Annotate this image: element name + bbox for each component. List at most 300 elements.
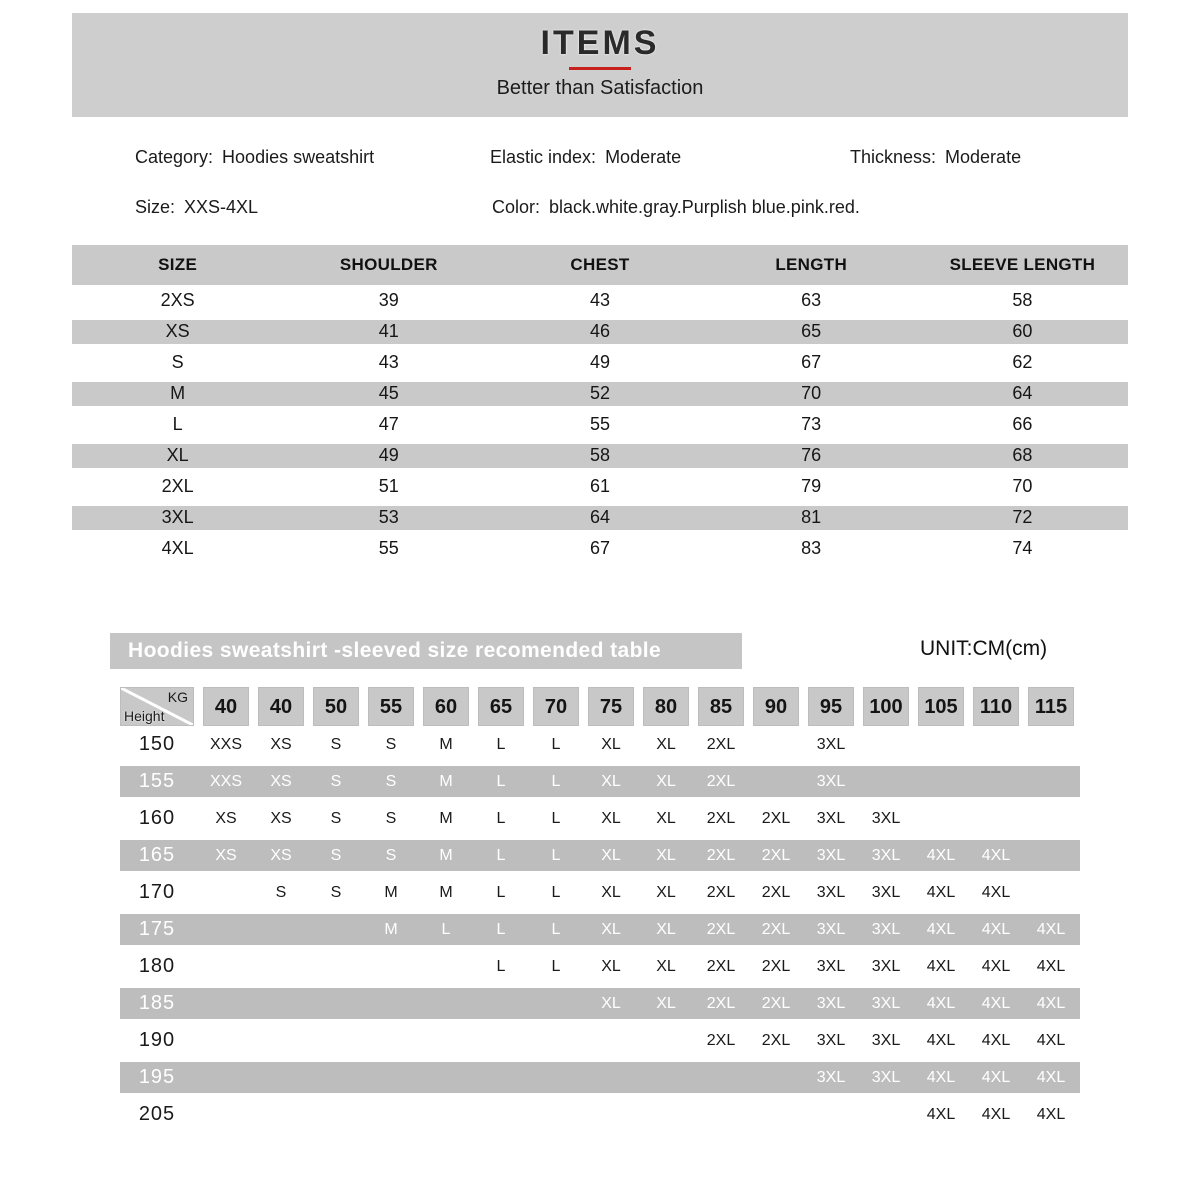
recommended-size-cell: 3XL — [871, 958, 901, 975]
reco-table-row — [120, 1096, 1080, 1133]
recommended-size-cell — [643, 1096, 689, 1133]
weight-column-header: 110 — [973, 687, 1019, 726]
recommended-size-cell: 4XL — [926, 921, 956, 938]
recommended-size-cell: XS — [270, 736, 292, 753]
recommended-size-cell: 4XL — [1036, 1069, 1066, 1086]
recommended-size-cell — [1028, 726, 1074, 763]
recommended-size-cell: XL — [601, 736, 621, 753]
reco-table-row — [120, 985, 1080, 1022]
size-range-info — [135, 197, 258, 218]
recommended-size-cell: 4XL — [926, 1032, 956, 1049]
size-table-body — [72, 285, 1128, 564]
height-label-cell: 165 — [138, 844, 176, 866]
unit-label: UNIT:CM(cm) — [920, 637, 1048, 660]
recommended-size-cell: 4XL — [926, 884, 956, 901]
recommended-size-cell: 2XL — [761, 921, 791, 938]
recommended-size-cell: 3XL — [816, 1069, 846, 1086]
measurement-cell: 62 — [1012, 352, 1033, 372]
recommended-size-cell: 4XL — [981, 847, 1011, 864]
measurement-cell: 46 — [589, 321, 610, 341]
height-label-cell: 205 — [138, 1103, 176, 1125]
recommended-size-cell: 3XL — [871, 884, 901, 901]
recommended-size-cell — [203, 985, 249, 1022]
thickness-info — [850, 147, 1021, 168]
size-measurement-table — [72, 245, 1128, 564]
measurement-cell: 64 — [1012, 383, 1033, 403]
recommended-size-cell: 4XL — [981, 921, 1011, 938]
recommended-size-cell: L — [551, 884, 561, 901]
weight-column-header: 50 — [313, 687, 359, 726]
recommended-size-cell — [863, 726, 909, 763]
recommended-size-cell — [258, 1022, 304, 1059]
elastic-index-label: Elastic index: — [490, 147, 597, 167]
size-table-row — [72, 285, 1128, 316]
recommended-size-cell: 2XL — [706, 736, 736, 753]
recommended-size-cell — [588, 1059, 634, 1096]
brand-slogan: Better than Satisfaction — [496, 77, 704, 99]
recommended-size-cell: M — [439, 773, 453, 790]
size-label-cell: XS — [165, 321, 190, 341]
weight-column-header: 100 — [863, 687, 909, 726]
elastic-index-info — [490, 147, 681, 168]
title-underline — [569, 67, 631, 70]
reco-table-body — [120, 726, 1080, 1133]
recommended-size-cell: S — [330, 736, 342, 753]
measurement-cell: 49 — [589, 352, 610, 372]
recommended-size-cell — [588, 1022, 634, 1059]
category-info — [135, 147, 374, 168]
measurement-cell: 58 — [1012, 290, 1033, 310]
size-column-header: SHOULDER — [339, 255, 438, 274]
category-value: Hoodies sweatshirt — [222, 147, 375, 167]
recommended-size-cell: 4XL — [926, 958, 956, 975]
measurement-cell: 64 — [589, 507, 610, 527]
recommended-size-cell: S — [385, 847, 397, 864]
recommended-size-cell: L — [496, 847, 506, 864]
recommended-size-cell — [698, 1096, 744, 1133]
recommended-size-cell: 3XL — [816, 884, 846, 901]
recommended-size-cell: 2XL — [706, 847, 736, 864]
recommended-size-cell: XS — [270, 847, 292, 864]
recommended-size-cell: XL — [656, 921, 676, 938]
recommended-size-cell — [368, 1096, 414, 1133]
size-label-cell: S — [171, 352, 184, 372]
weight-column-header: 115 — [1028, 687, 1074, 726]
height-label-cell: 185 — [138, 992, 176, 1014]
kg-height-corner-cell — [120, 687, 194, 726]
recommended-size-cell — [863, 763, 909, 800]
recommended-size-cell: 3XL — [816, 847, 846, 864]
recommended-size-cell: 3XL — [816, 1032, 846, 1049]
recommended-size-cell: XL — [601, 884, 621, 901]
height-label-cell: 180 — [138, 955, 176, 977]
size-table-row — [72, 347, 1128, 378]
weight-column-header: 55 — [368, 687, 414, 726]
recommended-size-cell: M — [439, 810, 453, 827]
recommended-size-cell: S — [385, 736, 397, 753]
recommended-size-cell: 3XL — [816, 921, 846, 938]
brand-title: ITEMS — [540, 24, 660, 62]
recommended-size-cell — [1028, 874, 1074, 911]
recommended-size-cell: 4XL — [1036, 958, 1066, 975]
reco-table-row — [120, 874, 1080, 911]
measurement-cell: 55 — [589, 414, 610, 434]
elastic-index-value: Moderate — [605, 147, 682, 167]
size-recommendation-table — [120, 687, 1080, 1133]
recommended-size-cell: L — [496, 884, 506, 901]
recommended-size-cell — [643, 1059, 689, 1096]
recommended-size-cell: 4XL — [981, 958, 1011, 975]
recommended-size-cell: 4XL — [981, 1106, 1011, 1123]
recommended-size-cell — [698, 1059, 744, 1096]
recommended-size-cell — [918, 763, 964, 800]
size-label-cell: L — [172, 414, 183, 434]
recommended-size-cell: 4XL — [981, 884, 1011, 901]
recommended-size-cell: 2XL — [761, 884, 791, 901]
recommended-size-cell — [1028, 837, 1074, 874]
recommended-size-cell: L — [496, 773, 506, 790]
recommended-size-cell — [368, 1022, 414, 1059]
recommended-size-cell: XS — [270, 773, 292, 790]
recommended-size-cell: 2XL — [706, 995, 736, 1012]
height-label-cell: 160 — [138, 807, 176, 829]
recommended-size-cell: XL — [601, 810, 621, 827]
measurement-cell: 66 — [1012, 414, 1033, 434]
size-table-row — [72, 440, 1128, 471]
weight-column-header: 75 — [588, 687, 634, 726]
height-label-cell: 155 — [138, 770, 176, 792]
recommended-size-cell: XL — [656, 736, 676, 753]
recommended-size-cell — [258, 1096, 304, 1133]
recommended-size-cell: 3XL — [871, 847, 901, 864]
thickness-value: Moderate — [945, 147, 1022, 167]
recommended-size-cell — [588, 1096, 634, 1133]
recommended-size-cell: 4XL — [981, 995, 1011, 1012]
size-table-row — [72, 378, 1128, 409]
measurement-cell: 81 — [801, 507, 822, 527]
recommended-size-cell: S — [385, 773, 397, 790]
weight-column-header: 65 — [478, 687, 524, 726]
recommended-size-cell: 3XL — [816, 810, 846, 827]
recommended-size-cell: 3XL — [871, 995, 901, 1012]
recommended-size-cell: S — [385, 810, 397, 827]
recommended-size-cell: L — [551, 736, 561, 753]
size-table-row — [72, 316, 1128, 347]
recommended-size-cell: L — [496, 958, 506, 975]
recommended-size-cell: XL — [601, 921, 621, 938]
size-label-cell: M — [170, 383, 186, 403]
recommended-size-cell — [1028, 763, 1074, 800]
measurement-cell: 53 — [378, 507, 399, 527]
recommended-size-cell — [203, 1022, 249, 1059]
recommended-size-cell: 4XL — [1036, 921, 1066, 938]
recommended-size-cell: L — [551, 921, 561, 938]
recommended-size-cell — [313, 911, 359, 948]
recommended-size-cell: 2XL — [706, 958, 736, 975]
recommended-size-cell — [478, 1022, 524, 1059]
recommended-size-cell: L — [551, 810, 561, 827]
recommended-size-cell — [753, 1096, 799, 1133]
recommended-size-cell — [203, 874, 249, 911]
recommended-size-cell: 3XL — [871, 1069, 901, 1086]
measurement-cell: 47 — [378, 414, 399, 434]
recommended-size-cell: L — [496, 736, 506, 753]
size-table-header-row — [72, 245, 1128, 285]
weight-column-header: 95 — [808, 687, 854, 726]
recommended-size-cell: 4XL — [1036, 1106, 1066, 1123]
recommended-size-cell: 3XL — [816, 736, 846, 753]
measurement-cell: 52 — [589, 383, 610, 403]
recommended-size-cell: 2XL — [761, 847, 791, 864]
reco-header-row — [120, 687, 1080, 726]
recommended-size-cell: S — [275, 884, 287, 901]
recommended-size-cell: L — [496, 810, 506, 827]
size-table-row — [72, 533, 1128, 564]
measurement-cell: 58 — [589, 445, 610, 465]
size-label-cell: 2XL — [161, 476, 194, 496]
recommended-size-cell: L — [551, 773, 561, 790]
recommended-size-cell — [203, 911, 249, 948]
height-label-cell: 175 — [138, 918, 176, 940]
recommended-size-cell: XL — [656, 884, 676, 901]
color-options-value: black.white.gray.Purplish blue.pink.red. — [549, 197, 860, 217]
corner-height-label: Height — [124, 708, 165, 724]
reco-table-row — [120, 911, 1080, 948]
recommended-size-cell — [423, 985, 469, 1022]
recommended-size-cell: L — [496, 921, 506, 938]
measurement-cell: 67 — [589, 538, 610, 558]
recommended-size-cell: L — [551, 847, 561, 864]
recommended-size-cell: XS — [215, 810, 237, 827]
measurement-cell: 70 — [801, 383, 822, 403]
color-options-label: Color: — [492, 197, 541, 217]
size-label-cell: 3XL — [161, 507, 194, 527]
recommended-size-cell — [368, 1059, 414, 1096]
recommended-size-cell — [423, 948, 469, 985]
recommended-size-cell: 4XL — [1036, 1032, 1066, 1049]
measurement-cell: 74 — [1012, 538, 1033, 558]
recommended-size-cell — [753, 1059, 799, 1096]
measurement-cell: 63 — [801, 290, 822, 310]
measurement-cell: 76 — [801, 445, 822, 465]
reco-table-row — [120, 837, 1080, 874]
size-table-row — [72, 409, 1128, 440]
recommended-size-cell: S — [330, 810, 342, 827]
measurement-cell: 61 — [589, 476, 610, 496]
size-label-cell: 4XL — [161, 538, 194, 558]
recommended-size-cell: 3XL — [816, 958, 846, 975]
measurement-cell: 79 — [801, 476, 822, 496]
recommended-size-cell — [313, 1096, 359, 1133]
size-column-header: SLEEVE LENGTH — [949, 255, 1096, 274]
recommended-size-cell: S — [330, 773, 342, 790]
recommended-size-cell: M — [439, 847, 453, 864]
recommended-size-cell — [258, 948, 304, 985]
recommended-size-cell: 2XL — [761, 1032, 791, 1049]
recommended-size-cell: XL — [601, 958, 621, 975]
recommended-size-cell — [258, 985, 304, 1022]
weight-column-header: 80 — [643, 687, 689, 726]
recommended-size-cell — [753, 763, 799, 800]
recommended-size-cell — [423, 1022, 469, 1059]
measurement-cell: 83 — [801, 538, 822, 558]
recommended-size-cell — [478, 1059, 524, 1096]
recommended-size-cell — [973, 800, 1019, 837]
weight-column-header: 40 — [258, 687, 304, 726]
recommended-size-cell: XXS — [209, 773, 242, 790]
measurement-cell: 41 — [378, 321, 399, 341]
recommended-size-cell: 3XL — [871, 1032, 901, 1049]
recommended-size-cell — [533, 1022, 579, 1059]
weight-column-header: 40 — [203, 687, 249, 726]
measurement-cell: 45 — [378, 383, 399, 403]
recommended-size-cell: 3XL — [816, 773, 846, 790]
recommended-size-cell: 4XL — [926, 1106, 956, 1123]
measurement-cell: 72 — [1012, 507, 1033, 527]
size-column-header: CHEST — [570, 255, 630, 274]
recommended-size-cell — [973, 726, 1019, 763]
size-range-value: XXS-4XL — [184, 197, 259, 217]
recommended-size-cell: 4XL — [1036, 995, 1066, 1012]
category-label: Category: — [135, 147, 214, 167]
recommended-size-cell: 2XL — [761, 958, 791, 975]
measurement-cell: 70 — [1012, 476, 1033, 496]
recommended-size-cell: M — [439, 884, 453, 901]
recommended-size-cell — [258, 1059, 304, 1096]
recommended-size-cell — [368, 985, 414, 1022]
recommended-size-cell: 4XL — [926, 847, 956, 864]
size-label-cell: 2XS — [160, 290, 195, 310]
recommended-size-cell: 3XL — [871, 810, 901, 827]
reco-table-row — [120, 763, 1080, 800]
measurement-cell: 60 — [1012, 321, 1033, 341]
recommended-size-cell — [203, 1059, 249, 1096]
recommended-size-cell: 2XL — [706, 1032, 736, 1049]
recommended-size-cell — [313, 985, 359, 1022]
measurement-cell: 65 — [801, 321, 822, 341]
corner-kg-label: KG — [167, 689, 188, 705]
recommended-size-cell: S — [330, 884, 342, 901]
reco-table-title: Hoodies sweatshirt -sleeved size recomended table — [110, 633, 742, 669]
color-options-info — [492, 197, 860, 218]
reco-table-row — [120, 1059, 1080, 1096]
weight-column-header: 90 — [753, 687, 799, 726]
recommended-size-cell — [313, 1059, 359, 1096]
measurement-cell: 39 — [378, 290, 399, 310]
recommended-size-cell: 2XL — [761, 995, 791, 1012]
recommended-size-cell — [203, 1096, 249, 1133]
height-label-cell: 170 — [138, 881, 176, 903]
recommended-size-cell: 2XL — [706, 921, 736, 938]
recommended-size-cell — [533, 1096, 579, 1133]
recommended-size-cell: XL — [656, 847, 676, 864]
reco-table-row — [120, 726, 1080, 763]
recommended-size-cell — [423, 1096, 469, 1133]
weight-column-header: 60 — [423, 687, 469, 726]
recommended-size-cell — [1028, 800, 1074, 837]
recommended-size-cell: L — [441, 921, 451, 938]
reco-table-row — [120, 1022, 1080, 1059]
brand-banner — [72, 13, 1128, 117]
recommended-size-cell — [533, 1059, 579, 1096]
size-table-row — [72, 471, 1128, 502]
measurement-cell: 51 — [378, 476, 399, 496]
recommended-size-cell: XL — [656, 810, 676, 827]
recommended-size-cell — [203, 948, 249, 985]
recommended-size-cell: 2XL — [761, 810, 791, 827]
measurement-cell: 43 — [589, 290, 610, 310]
recommended-size-cell — [918, 800, 964, 837]
size-column-header: SIZE — [158, 255, 198, 274]
size-label-cell: XL — [166, 445, 189, 465]
reco-table-row — [120, 800, 1080, 837]
recommended-size-cell — [808, 1096, 854, 1133]
measurement-cell: 73 — [801, 414, 822, 434]
height-label-cell: 150 — [138, 733, 176, 755]
recommended-size-cell: 2XL — [706, 773, 736, 790]
recommended-size-cell: XL — [656, 773, 676, 790]
recommended-size-cell — [478, 1096, 524, 1133]
recommended-size-cell: M — [384, 921, 398, 938]
recommended-size-cell: 3XL — [816, 995, 846, 1012]
recommended-size-cell — [478, 985, 524, 1022]
recommended-size-cell: 2XL — [706, 884, 736, 901]
weight-column-header: 70 — [533, 687, 579, 726]
recommended-size-cell — [258, 911, 304, 948]
recommended-size-cell: XL — [656, 995, 676, 1012]
recommended-size-cell: 4XL — [981, 1032, 1011, 1049]
weight-column-header: 105 — [918, 687, 964, 726]
recommended-size-cell — [423, 1059, 469, 1096]
measurement-cell: 49 — [378, 445, 399, 465]
recommended-size-cell — [753, 726, 799, 763]
size-column-header: LENGTH — [775, 255, 848, 274]
recommended-size-cell: XS — [270, 810, 292, 827]
weight-column-header: 85 — [698, 687, 744, 726]
recommended-size-cell — [533, 985, 579, 1022]
recommended-size-cell: M — [384, 884, 398, 901]
recommended-size-cell: XXS — [209, 736, 242, 753]
measurement-cell: 55 — [378, 538, 399, 558]
recommended-size-cell: 4XL — [926, 1069, 956, 1086]
recommended-size-cell — [643, 1022, 689, 1059]
recommended-size-cell: 4XL — [981, 1069, 1011, 1086]
measurement-cell: 68 — [1012, 445, 1033, 465]
size-range-label: Size: — [135, 197, 176, 217]
recommended-size-cell: XL — [656, 958, 676, 975]
recommended-size-cell: XL — [601, 773, 621, 790]
recommended-size-cell: XL — [601, 995, 621, 1012]
recommended-size-cell: XS — [215, 847, 237, 864]
recommended-size-cell: L — [551, 958, 561, 975]
reco-table-row — [120, 948, 1080, 985]
size-table-row — [72, 502, 1128, 533]
recommended-size-cell — [863, 1096, 909, 1133]
recommended-size-cell — [368, 948, 414, 985]
recommended-size-cell — [313, 1022, 359, 1059]
recommended-size-cell: 4XL — [926, 995, 956, 1012]
thickness-label: Thickness: — [850, 147, 937, 167]
recommended-size-cell — [973, 763, 1019, 800]
recommended-size-cell — [313, 948, 359, 985]
recommended-size-cell: 2XL — [706, 810, 736, 827]
recommended-size-cell — [918, 726, 964, 763]
recommended-size-cell: 3XL — [871, 921, 901, 938]
measurement-cell: 67 — [801, 352, 822, 372]
measurement-cell: 43 — [378, 352, 399, 372]
height-label-cell: 190 — [138, 1029, 176, 1051]
height-label-cell: 195 — [138, 1066, 176, 1088]
